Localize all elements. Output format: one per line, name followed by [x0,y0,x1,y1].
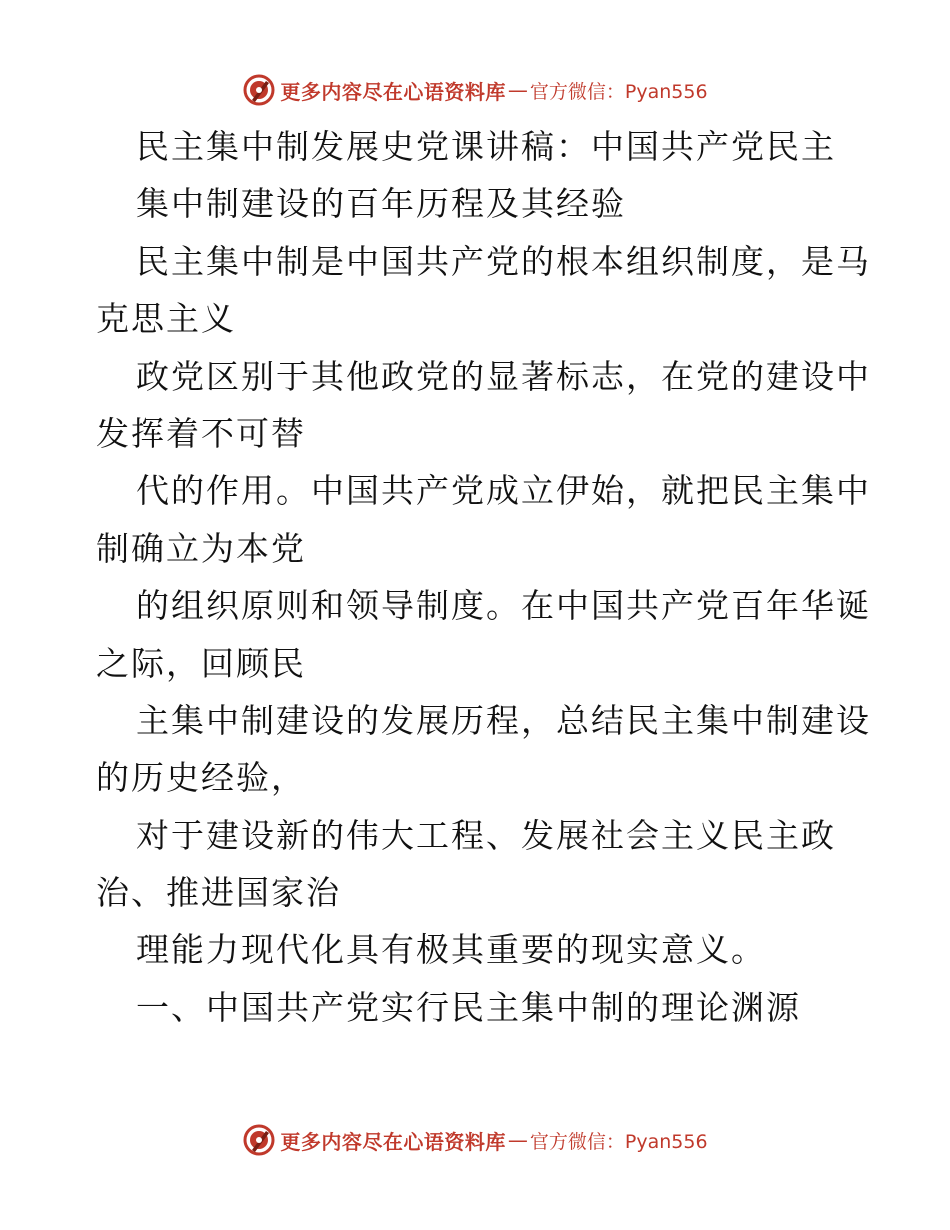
text-line: 理能力现代化具有极其重要的现实意义。 [136,930,766,970]
document-body [96,118,871,1036]
text-line: 对于建设新的伟大工程、发展社会主义民主政 [136,815,836,855]
footer-banner [0,1120,950,1160]
text-line: 的历史经验， [96,758,306,798]
banner-dash: — [507,78,528,102]
text-line: 集中制建设的百年历程及其经验 [136,184,626,224]
banner-dash: — [507,1128,528,1152]
red-circle-pen-logo-icon [242,1123,276,1157]
banner-wechat: 官方微信：Pyan556 [529,80,708,103]
text-line: 的组织原则和领导制度。在中国共产党百年华诞 [136,586,871,626]
banner-wechat: 官方微信：Pyan556 [529,1130,708,1153]
red-circle-pen-logo-icon [242,73,276,107]
text-line: 之际，回顾民 [96,643,306,683]
banner-title: 更多内容尽在心语资料库 [280,79,506,104]
text-line: 制确立为本党 [96,528,306,568]
text-line: 治、推进国家治 [96,873,341,913]
header-banner [0,70,950,110]
text-line: 克思主义 [96,299,236,339]
text-line: 政党区别于其他政党的显著标志，在党的建设中 [136,356,871,396]
banner-title: 更多内容尽在心语资料库 [280,1129,506,1154]
text-line: 发挥着不可替 [96,413,306,453]
text-line: 代的作用。中国共产党成立伊始，就把民主集中 [136,471,871,511]
text-line: 主集中制建设的发展历程，总结民主集中制建设 [136,700,871,740]
text-line: 一、中国共产党实行民主集中制的理论渊源 [136,987,801,1027]
text-line: 民主集中制发展史党课讲稿：中国共产党民主 [136,127,836,166]
text-line: 民主集中制是中国共产党的根本组织制度，是马 [136,241,871,281]
